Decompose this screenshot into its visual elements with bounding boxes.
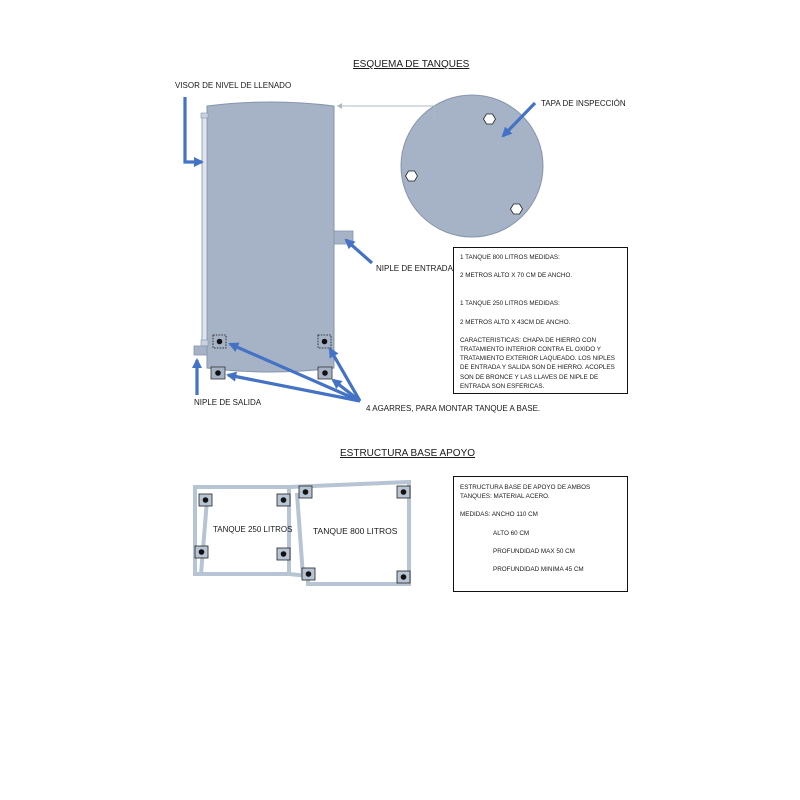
base-frame-800-brace (297, 493, 303, 576)
tank-elevation (194, 102, 353, 379)
outlet-nipple (194, 346, 207, 355)
base-spec-prof-min: PROFUNDIDAD MINIMA 45 CM (493, 566, 584, 574)
foot-plate-dot (322, 370, 328, 376)
label-tapa: TAPA DE INSPECCIÓN (541, 99, 626, 108)
spec-box (453, 247, 628, 394)
title-esquema: ESQUEMA DE TANQUES (353, 59, 470, 70)
base-spec-material: ESTRUCTURA BASE DE APOYO DE AMBOS TANQUES: MATERIAL ACERO. (460, 484, 591, 501)
label-niple-salida: NIPLE DE SALIDA (194, 398, 262, 407)
spec-characteristics: CARACTERISTICAS: CHAPA DE HIERRO CON TRATAMIENTO INTERIOR CONTRA EL OXIDO Y TRATAMIENTO EXTERIOR LAQUEADO. LOS NIPLES DE ENTRADA Y SALIDA SON DE HIERRO. ACOPLES SON DE BRONCE Y LAS LLAVES DE NIPLE DE ENTRADA SON ESFERICAS. (460, 336, 616, 390)
level-gauge-top (201, 113, 208, 118)
grip-point-dot (322, 339, 328, 345)
base-frame-250-brace (201, 500, 207, 574)
label-agarres: 4 AGARRES, PARA MONTAR TANQUE A BASE. (366, 404, 541, 413)
top-view-leader (337, 106, 434, 119)
label-niple-entrada: NIPLE DE ENTRADA (376, 264, 453, 273)
spec-line-250-measures: 2 METROS ALTO X 43CM DE ANCHO. (460, 318, 571, 326)
base-spec-ancho: MEDIDAS: ANCHO 110 CM (460, 511, 538, 519)
visor-arrow (185, 97, 202, 162)
hex-bolt (406, 171, 418, 181)
foot-plate-dot (215, 370, 221, 376)
label-tanque-250: TANQUE 250 LITROS (213, 525, 293, 534)
hex-bolt (484, 114, 496, 124)
niple-entrada-arrow (346, 240, 372, 263)
level-gauge-bottom (201, 340, 208, 346)
label-tanque-800: TANQUE 800 LITROS (313, 526, 398, 536)
base-spec-alto: ALTO 60 CM (493, 529, 530, 537)
label-visor: VISOR DE NIVEL DE LLENADO (175, 81, 292, 90)
tank-top-view (337, 95, 543, 237)
spec-line-800-title: 1 TANQUE 800 LITROS MEDIDAS: (460, 254, 560, 261)
title-estructura: ESTRUCTURA BASE APOYO (340, 448, 476, 459)
base-spec-prof-max: PROFUNDIDAD MAX 50 CM (493, 547, 575, 555)
spec-line-250-title: 1 TANQUE 250 LITROS MEDIDAS: (460, 300, 560, 308)
level-gauge-tube (202, 115, 207, 348)
base-spec-box (453, 476, 628, 592)
spec-line-800-measures: 2 METROS ALTO X 70 CM DE ANCHO. (460, 272, 573, 280)
tank-body (207, 102, 334, 372)
grip-point-dot (217, 339, 223, 345)
hex-bolt (511, 204, 523, 214)
